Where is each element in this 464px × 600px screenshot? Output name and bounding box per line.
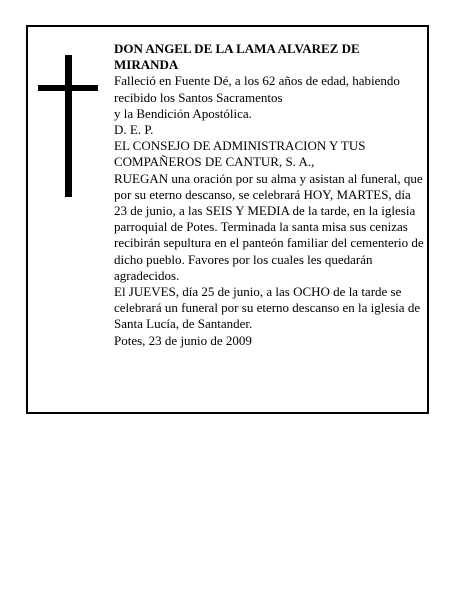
place-date: Potes, 23 de junio de 2009 xyxy=(114,332,252,348)
death-announcement: Falleció en Fuente Dé, a los 62 años de edad, habiendo recibido los Santos Sacramentos xyxy=(114,73,400,105)
rest-in-peace: D. E. P. xyxy=(114,122,154,138)
blessing-line: y la Bendición Apostólica. xyxy=(114,105,252,121)
cross-vertical-bar xyxy=(65,55,72,197)
obituary-notice xyxy=(26,25,429,414)
second-funeral: El JUEVES, día 25 de junio, a las OCHO de la tarde se celebrará un funeral por su eterno descanso en la iglesia de Santa Lucía, de Santander. xyxy=(114,284,421,332)
funeral-request: RUEGAN una oración por su alma y asistan al funeral, que por su eterno descanso, se celebrará HOY, MARTES, día 23 de junio, a las SEIS Y MEDIA de la tarde, en la iglesia parroquial de Potes. Terminada la santa misa sus cenizas recibirán sepultura en el panteón familiar del cementerio de dicho pueblo. Favores por los cuales les quedarán agradecidos. xyxy=(114,170,424,283)
cross-horizontal-bar xyxy=(38,85,98,91)
senders-line: EL CONSEJO DE ADMINISTRACION Y TUS COMPAÑEROS DE CANTUR, S. A., xyxy=(114,138,366,170)
notice-text xyxy=(114,41,424,349)
deceased-name: DON ANGEL DE LA LAMA ALVAREZ DE MIRANDA xyxy=(114,41,360,73)
